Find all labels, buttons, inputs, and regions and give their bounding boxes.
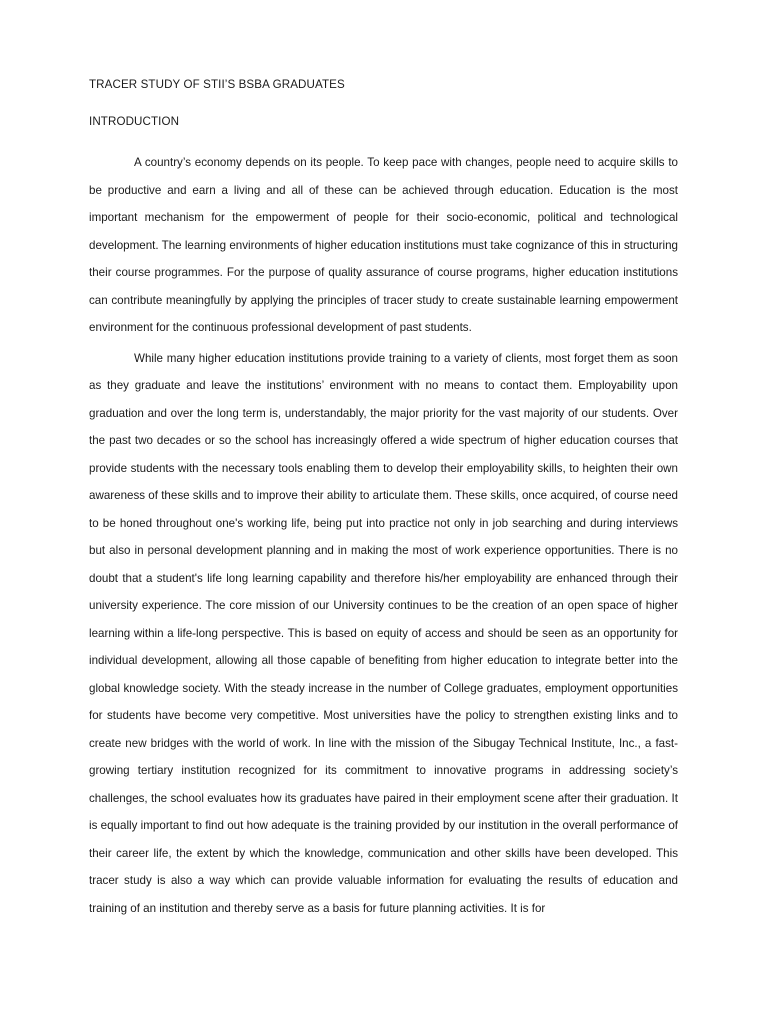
paragraph: A country’s economy depends on its people. To keep pace with changes, people need to acquire skills to be productive and earn a living and all of these can be achieved through education. Education is the most important mechanism for the empowerment of people for their socio-economic, political and technological development. The learning environments of higher education institutions must take cognizance of this in structuring their course programmes. For the purpose of quality assurance of course programs, higher education institutions can contribute meaningfully by applying the principles of tracer study to create sustainable learning empowerment environment for the continuous professional development of past students. <box>89 156 678 334</box>
document-page <box>89 76 678 922</box>
section-heading: INTRODUCTION <box>89 115 180 128</box>
paragraph: While many higher education institutions provide training to a variety of clients, most forget them as soon as they graduate and leave the institutions’ environment with no means to contact them. Employability upon graduation and over the long term is, understandably, the major priority for the vast majority of our students. Over the past two decades or so the school has increasingly offered a wide spectrum of higher education courses that provide students with the necessary tools enabling them to develop their employability skills, to heighten their own awareness of these skills and to improve their ability to articulate them. These skills, once acquired, of course need to be honed throughout one's working life, being put into practice not only in job searching and during interviews but also in personal development planning and in making the most of work experience opportunities. There is no doubt that a student's life long learning capability and therefore his/her employability are enhanced through their university experience. The core mission of our University continues to be the creation of an open space of higher learning within a life-long perspective. This is based on equity of access and should be seen as an opportunity for individual development, allowing all those capable of benefiting from higher education to integrate better into the global knowledge society. With the steady increase in the number of College graduates, employment opportunities for students have become very competitive. Most universities have the policy to strengthen existing links and to create new bridges with the world of work. In line with the mission of the Sibugay Technical Institute, Inc., a fast-growing tertiary institution recognized for its commitment to innovative programs in addressing society’s challenges, the school evaluates how its graduates have paired in their employment scene after their graduation. It is equally important to find out how adequate is the training provided by our institution in the overall performance of their career life, the extent by which the knowledge, communication and other skills have been developed. This tracer study is also a way which can provide valuable information for evaluating the results of education and training of an institution and thereby serve as a basis for future planning activities. It is for <box>89 351 678 915</box>
document-title: TRACER STUDY OF STII’S BSBA GRADUATES <box>89 78 345 91</box>
